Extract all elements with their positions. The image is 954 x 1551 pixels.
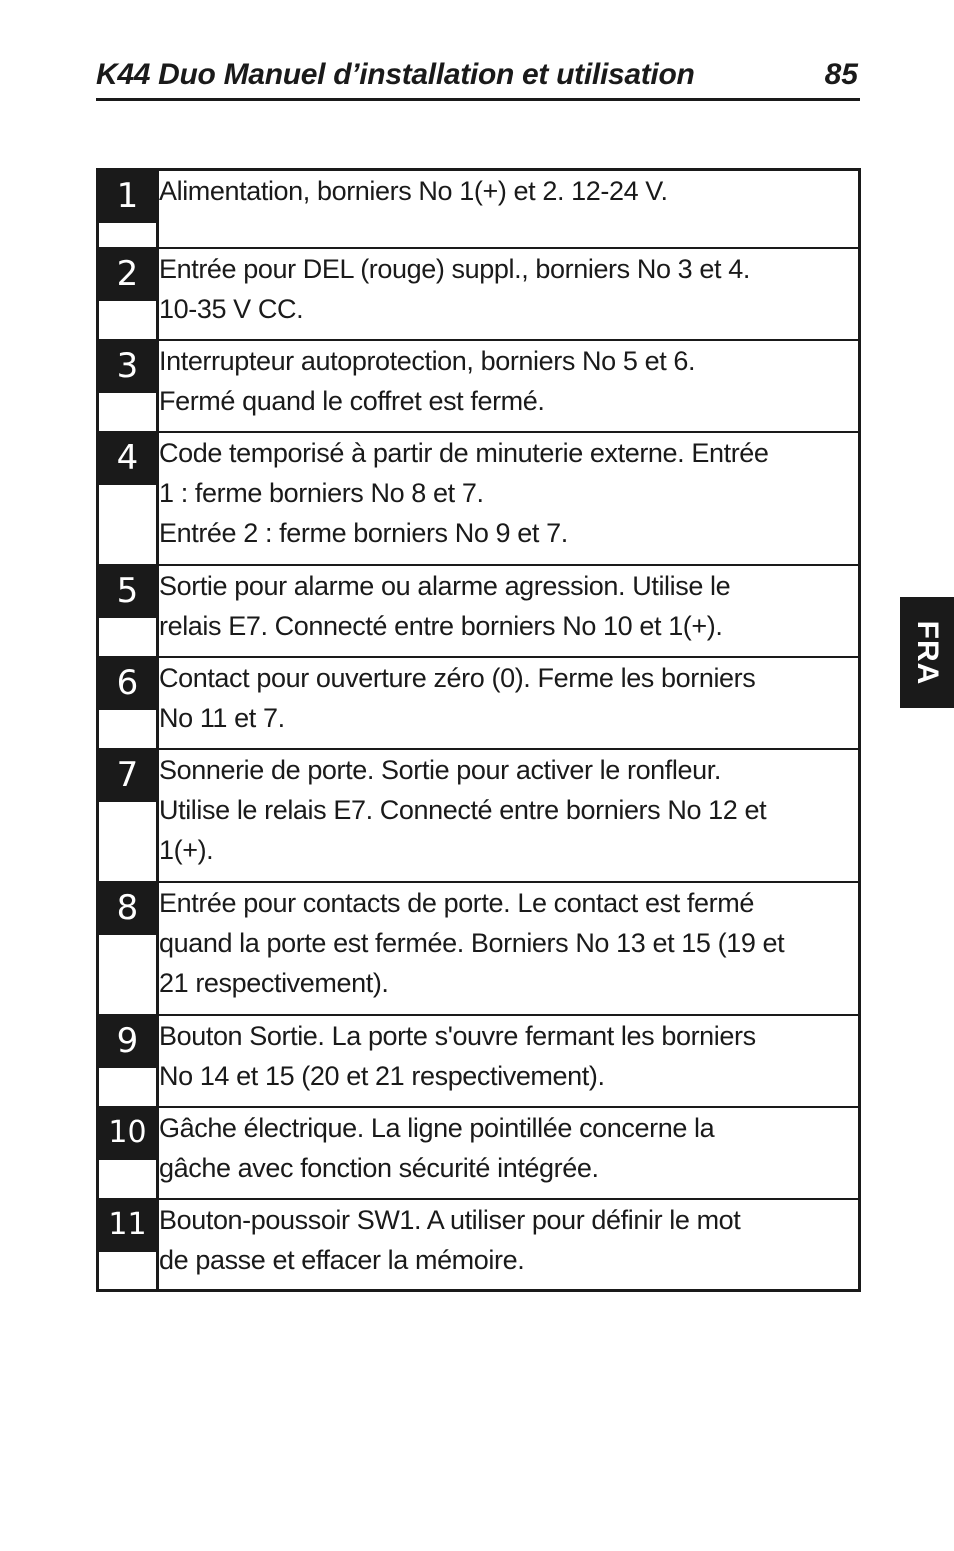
description-line: No 11 et 7. [159, 702, 285, 733]
row-description-cell [158, 657, 860, 749]
table-row [98, 170, 860, 248]
description-line: Sortie pour alarme ou alarme agression. Utilise le [159, 570, 731, 601]
description-line: Entrée pour DEL (rouge) suppl., borniers No 3 et 4. [159, 253, 750, 284]
description-line: Fermé quand le coffret est fermé. [159, 385, 545, 416]
description-line: Alimentation, borniers No 1(+) et 2. 12-24 V. [159, 176, 668, 206]
description-line: Bouton-poussoir SW1. A utiliser pour définir le mot [159, 1204, 741, 1235]
row-number-cell [98, 248, 158, 340]
description-line: Contact pour ouverture zéro (0). Ferme les borniers [159, 662, 756, 693]
page-header [96, 58, 860, 101]
page-number: 85 [824, 58, 858, 91]
description-line: No 14 et 15 (20 et 21 respectivement). [159, 1060, 605, 1091]
row-number-badge: 8 [99, 883, 156, 935]
table-body [98, 170, 860, 1291]
row-number-cell [98, 432, 158, 565]
row-number-badge: 7 [99, 750, 156, 802]
row-number-cell [98, 1199, 158, 1291]
description-line: 1 : ferme borniers No 8 et 7. [159, 477, 484, 508]
table-row [98, 248, 860, 340]
row-number-cell [98, 1015, 158, 1107]
row-number-badge: 1 [99, 171, 156, 223]
description-line: Bouton Sortie. La porte s'ouvre fermant les borniers [159, 1020, 756, 1051]
row-number-cell [98, 882, 158, 1015]
table-row [98, 882, 860, 1015]
description-line: Code temporisé à partir de minuterie externe. Entrée [159, 437, 769, 468]
description-line: Entrée 2 : ferme borniers No 9 et 7. [159, 517, 568, 548]
language-tab [900, 597, 954, 708]
row-number-badge: 4 [99, 433, 156, 485]
row-number-cell [98, 1107, 158, 1199]
table-row [98, 1015, 860, 1107]
row-description-cell [158, 248, 860, 340]
row-number-badge: 9 [99, 1016, 156, 1068]
row-number-cell [98, 749, 158, 882]
row-number-cell [98, 340, 158, 432]
row-number-badge: 11 [99, 1200, 156, 1252]
row-description-cell [158, 749, 860, 882]
row-description-cell [158, 882, 860, 1015]
table-row [98, 657, 860, 749]
description-line: gâche avec fonction sécurité intégrée. [159, 1152, 599, 1183]
row-description-cell [158, 565, 860, 657]
row-number-cell [98, 170, 158, 248]
document-title: K44 Duo Manuel d’installation et utilisation [96, 58, 695, 91]
description-line: relais E7. Connecté entre borniers No 10 et 1(+). [159, 610, 723, 641]
description-line: Sonnerie de porte. Sortie pour activer le ronfleur. [159, 754, 721, 785]
description-line: Interrupteur autoprotection, borniers No 5 et 6. [159, 345, 696, 376]
description-line: de passe et effacer la mémoire. [159, 1244, 525, 1275]
table-row [98, 432, 860, 565]
table-row [98, 1107, 860, 1199]
row-description-cell [158, 432, 860, 565]
description-line: Entrée pour contacts de porte. Le contact est fermé [159, 887, 754, 918]
description-line: 21 respectivement). [159, 967, 389, 998]
language-tab-label: FRA [911, 620, 944, 685]
terminal-description-table [96, 168, 861, 1292]
table-row [98, 1199, 860, 1291]
row-description-cell [158, 340, 860, 432]
row-description-cell [158, 1107, 860, 1199]
table-row [98, 340, 860, 432]
description-line: 10-35 V CC. [159, 293, 304, 324]
row-number-badge: 6 [99, 658, 156, 710]
description-line: 1(+). [159, 834, 214, 865]
row-number-badge: 3 [99, 341, 156, 393]
row-number-cell [98, 657, 158, 749]
row-description-cell [158, 1015, 860, 1107]
row-description-cell [158, 170, 860, 248]
row-number-badge: 2 [99, 249, 156, 301]
description-line: Gâche électrique. La ligne pointillée concerne la [159, 1112, 715, 1143]
row-description-cell [158, 1199, 860, 1291]
table-row [98, 749, 860, 882]
table-row [98, 565, 860, 657]
row-number-badge: 5 [99, 566, 156, 618]
description-line: quand la porte est fermée. Borniers No 13 et 15 (19 et [159, 927, 785, 958]
description-line: Utilise le relais E7. Connecté entre borniers No 12 et [159, 794, 767, 825]
row-number-badge: 10 [99, 1108, 156, 1160]
row-number-cell [98, 565, 158, 657]
